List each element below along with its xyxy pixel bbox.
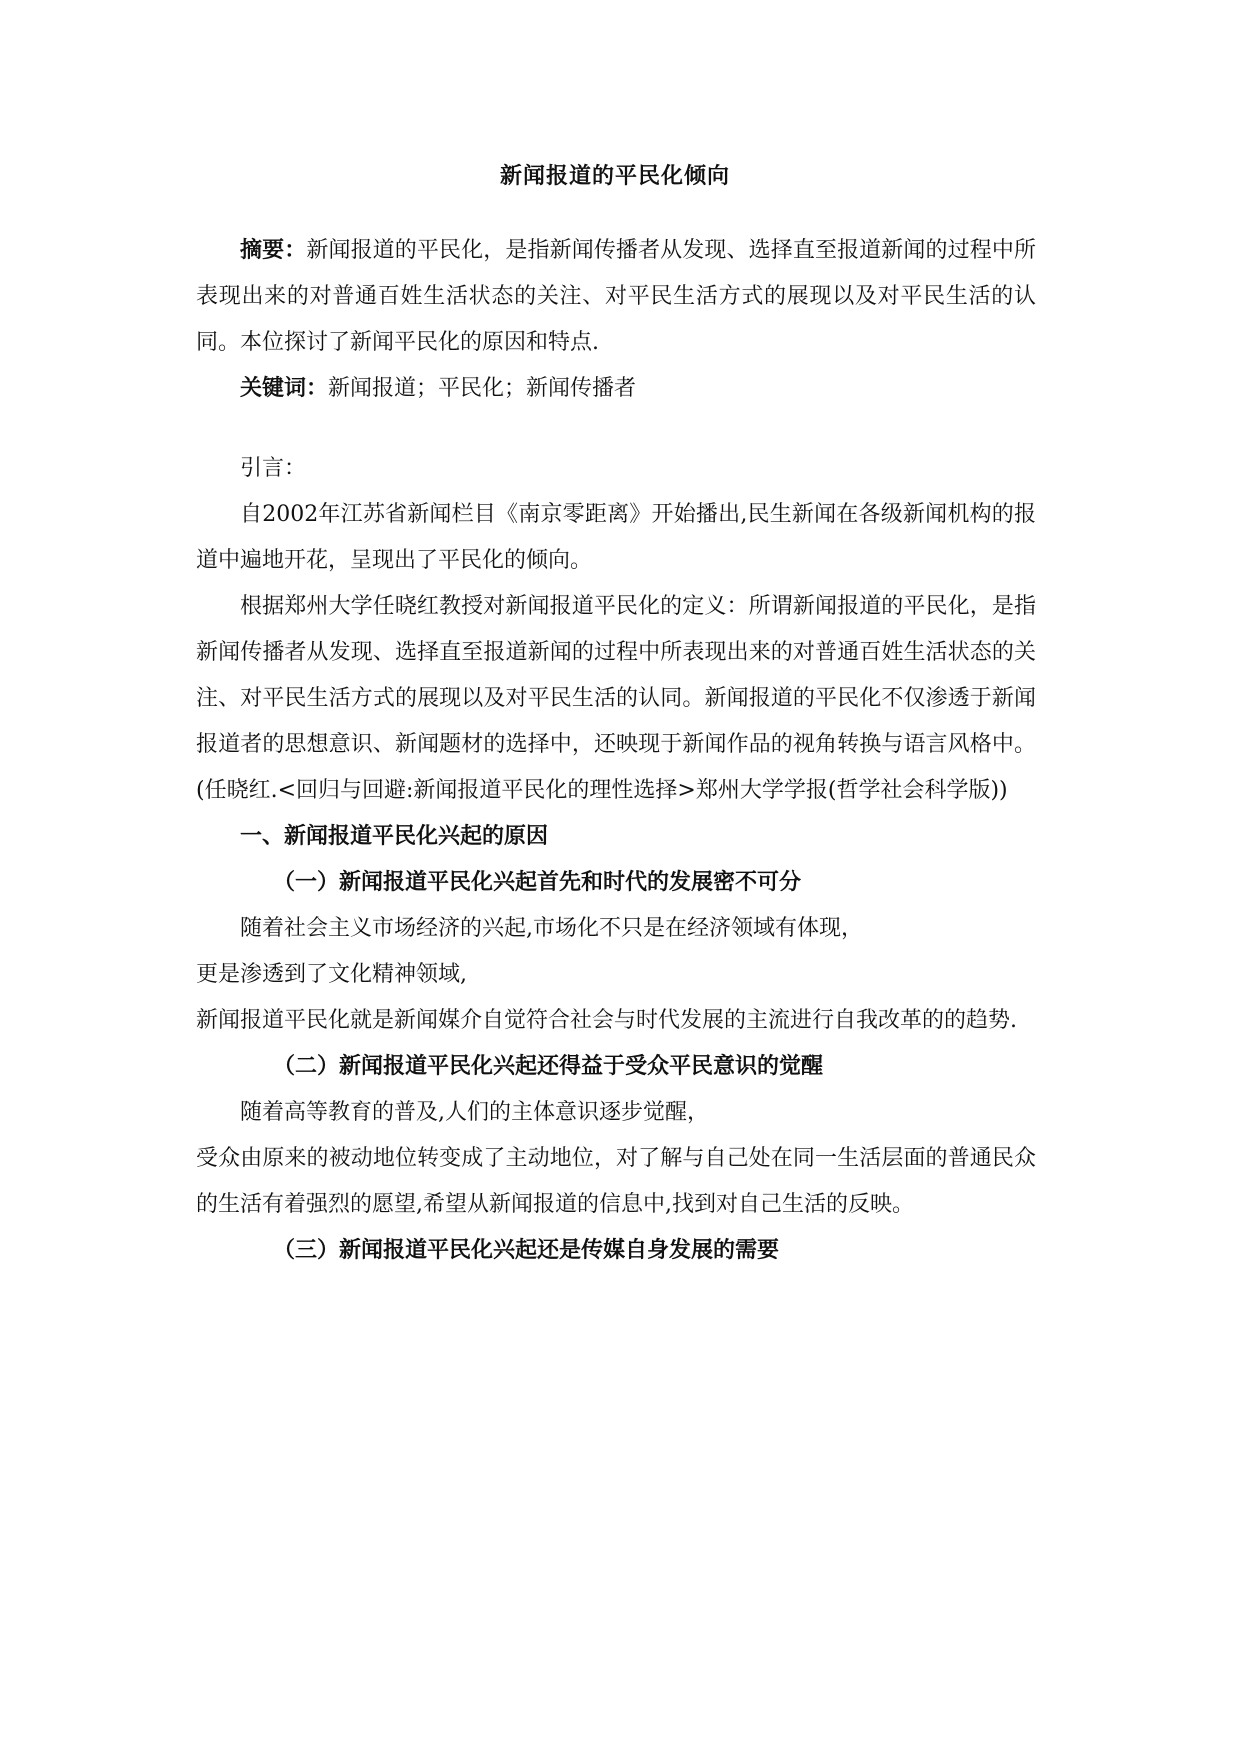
intro-paragraph-1: 自2002年江苏省新闻栏目《南京零距离》开始播出,民生新闻在各级新闻机构的报道中遍地开花，呈现出了平民化的倾向。: [196, 502, 1036, 573]
subsection-heading-3: （三）新闻报道平民化兴起还是传媒自身发展的需要: [273, 1238, 780, 1263]
intro-label: 引言：: [240, 456, 307, 481]
abstract-label: 摘要：: [240, 238, 307, 263]
abstract-block: [196, 228, 1036, 412]
subsection-heading-1: （一）新闻报道平民化兴起首先和时代的发展密不可分: [273, 870, 802, 895]
subsection-heading-2: （二）新闻报道平民化兴起还得益于受众平民意识的觉醒: [273, 1054, 824, 1079]
body-block: [196, 446, 1036, 1274]
keywords-paragraph: [196, 366, 1036, 412]
sub1-line-3: 新闻报道平民化就是新闻媒介自觉符合社会与时代发展的主流进行自我改革的的趋势.: [196, 1008, 1017, 1033]
abstract-paragraph: [196, 228, 1036, 366]
document-title: 新闻报道的平民化倾向: [499, 164, 730, 189]
section-heading-1: 一、新闻报道平民化兴起的原因: [240, 824, 549, 849]
sub2-line-1: 随着高等教育的普及,人们的主体意识逐步觉醒，: [240, 1100, 709, 1125]
sub2-line-2: 受众由原来的被动地位转变成了主动地位，对了解与自己处在同一生活层面的普通民众的生活有着强烈的愿望,希望从新闻报道的信息中,找到对自己生活的反映。: [196, 1146, 1036, 1217]
sub1-line-1: 随着社会主义市场经济的兴起,市场化不只是在经济领域有体现，: [240, 916, 863, 941]
keywords-label: 关键词：: [240, 376, 329, 401]
abstract-text: 新闻报道的平民化，是指新闻传播者从发现、选择直至报道新闻的过程中所表现出来的对普通百姓生活状态的关注、对平民生活方式的展现以及对平民生活的认同。本位探讨了新闻平民化的原因和特点.: [196, 238, 1036, 355]
keywords-text: 新闻报道；平民化；新闻传播者: [328, 376, 637, 401]
sub1-line-2: 更是渗透到了文化精神领域,: [196, 962, 467, 987]
intro-paragraph-2: 根据郑州大学任晓红教授对新闻报道平民化的定义：所谓新闻报道的平民化，是指新闻传播者从发现、选择直至报道新闻的过程中所表现出来的对普通百姓生活状态的关注、对平民生活方式的展现以及对平民生活的认同。新闻报道的平民化不仅渗透于新闻报道者的思想意识、新闻题材的选择中，还映现于新闻作品的视角转换与语言风格中。(任晓红.<回归与回避:新闻报道平民化的理性选择>郑州大学学报(哲学社会科学版)): [196, 594, 1036, 803]
